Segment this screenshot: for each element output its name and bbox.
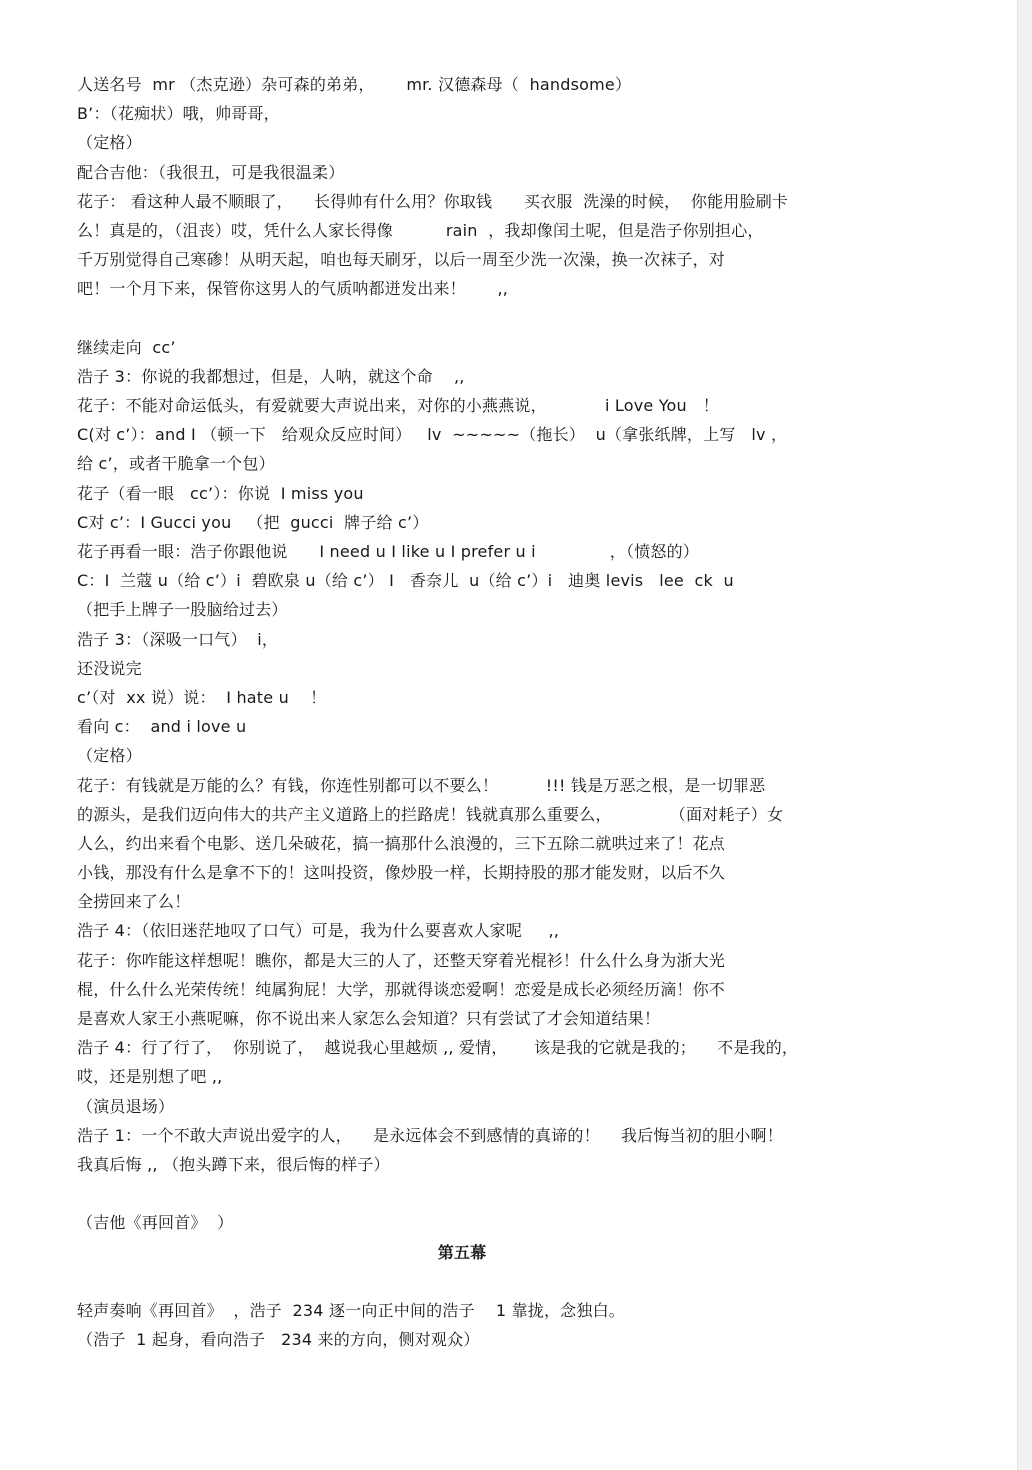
text-line: （定格）: [77, 133, 142, 153]
text-line: 人送名号 mr （杰克逊）杂可森的弟弟， mr. 汉德森母（ handsome）: [77, 75, 632, 94]
text-line: 花子： 看这种人最不顺眼了， 长得帅有什么用？你取钱 买衣服 洗澡的时候， 你能用脸刷卡: [77, 191, 789, 211]
text-line: 配合吉他：（我很丑，可是我很温柔）: [77, 162, 345, 182]
text-line: （把手上牌子一股脑给过去）: [77, 600, 288, 620]
text-line: 继续走向 cc’: [77, 337, 176, 357]
text-line: 小钱，那没有什么是拿不下的！这叫投资，像炒股一样，长期持股的那才能发财，以后不久: [77, 863, 726, 883]
text-line: 花子：你咋能这样想呢！瞧你，都是大三的人了，还整天穿着光棍衫！什么什么身为浙大光: [77, 950, 726, 970]
text-line: 浩子 3：你说的我都想过，但是，人呐，就这个命 ,,: [77, 366, 465, 386]
text-line: C：I 兰蔻 u（给 c’）i 碧欧泉 u（给 c’） I 香奈儿 u（给 c’）i 迪奥 levis lee ck u: [77, 571, 734, 591]
text-line: 看向 c： and i love u: [77, 717, 247, 737]
text-line: 轻声奏响《再回首》 ，浩子 234 逐一向正中间的浩子 1 靠拢，念独白。: [77, 1300, 625, 1320]
script-text: [77, 70, 867, 1354]
text-line: （浩子 1 起身，看向浩子 234 来的方向，侧对观众）: [77, 1330, 480, 1350]
text-line: B’：（花痴状）哦，帅哥哥，: [77, 104, 280, 124]
scrollbar[interactable]: [1017, 0, 1032, 1470]
text-line: 浩子 1：一个不敢大声说出爱字的人， 是永远体会不到感情的真谛的！ 我后悔当初的胆小啊！: [77, 1125, 783, 1145]
text-line: 给 c’，或者干脆拿一个包）: [77, 454, 275, 474]
text-line: 人么，约出来看个电影、送几朵破花，搞一搞那什么浪漫的，三下五除二就哄过来了！花点: [77, 833, 726, 853]
text-line: （定格）: [77, 746, 142, 766]
text-line: 还没说完: [77, 658, 142, 678]
text-line: 是喜欢人家王小燕呢嘛，你不说出来人家怎么会知道？只有尝试了才会知道结果！: [77, 1009, 661, 1028]
text-line: 浩子 3：（深吸一口气） i，: [77, 629, 279, 649]
text-line: 哎，还是别想了吧 ,,: [77, 1067, 223, 1087]
text-line: 吧！一个月下来，保管你这男人的气质呐都迸发出来！ ,,: [77, 279, 509, 299]
text-line: 么！真是的，（沮丧）哎，凭什么人家长得像 rain ，我却像闰土呢，但是浩子你别担心，: [77, 220, 764, 240]
text-line: （演员退场）: [77, 1096, 175, 1116]
text-line: 浩子 4：（依旧迷茫地叹了口气）可是，我为什么要喜欢人家呢 ,,: [77, 921, 560, 941]
text-line: 花子：有钱就是万能的么？有钱，你连性别都可以不要么！ !!! 钱是万恶之根，是一切罪恶: [77, 775, 766, 795]
text-line: （吉他《再回首》 ）: [77, 1213, 234, 1233]
text-line: 花子（看一眼 cc’）：你说 I miss you: [77, 483, 364, 503]
text-line: 全捞回来了么！: [77, 892, 191, 912]
text-line: 花子：不能对命运低头，有爱就要大声说出来，对你的小燕燕说， i Love You ！: [77, 396, 719, 416]
act-title: 第五幕: [437, 1242, 487, 1262]
blank-line: [77, 1267, 867, 1296]
text-line: 棍，什么什么光荣传统！纯属狗屁！大学，那就得谈恋爱啊！恋爱是成长必须经历滴！你不: [77, 979, 726, 999]
blank-line: [77, 1179, 867, 1208]
text-line: 浩子 4：行了行了， 你别说了， 越说我心里越烦 ,, 爱情， 该是我的它就是我的； 不是我的，: [77, 1038, 799, 1058]
text-line: c’（对 xx 说）说： I hate u ！: [77, 687, 327, 707]
text-line: 千万别觉得自己寒碜！从明天起，咱也每天刷牙，以后一周至少洗一次澡，换一次袜子，对: [77, 250, 726, 270]
text-line: C(对 c’）：and I （顿一下 给观众反应时间） lv ~~~~~（拖长） u（拿张纸牌，上写 lv ，: [77, 425, 788, 445]
text-line: C对 c’：I Gucci you （把 gucci 牌子给 c’）: [77, 512, 429, 532]
text-line: 的源头，是我们迈向伟大的共产主义道路上的拦路虎！钱就真那么重要么， （面对耗子）女: [77, 804, 784, 824]
text-line: 我真后悔 ,, （抱头蹲下来，很后悔的样子）: [77, 1154, 390, 1174]
blank-line: [77, 304, 867, 333]
text-line: 花子再看一眼：浩子你跟他说 I need u I like u I prefer u i ，（愤怒的）: [77, 542, 700, 561]
